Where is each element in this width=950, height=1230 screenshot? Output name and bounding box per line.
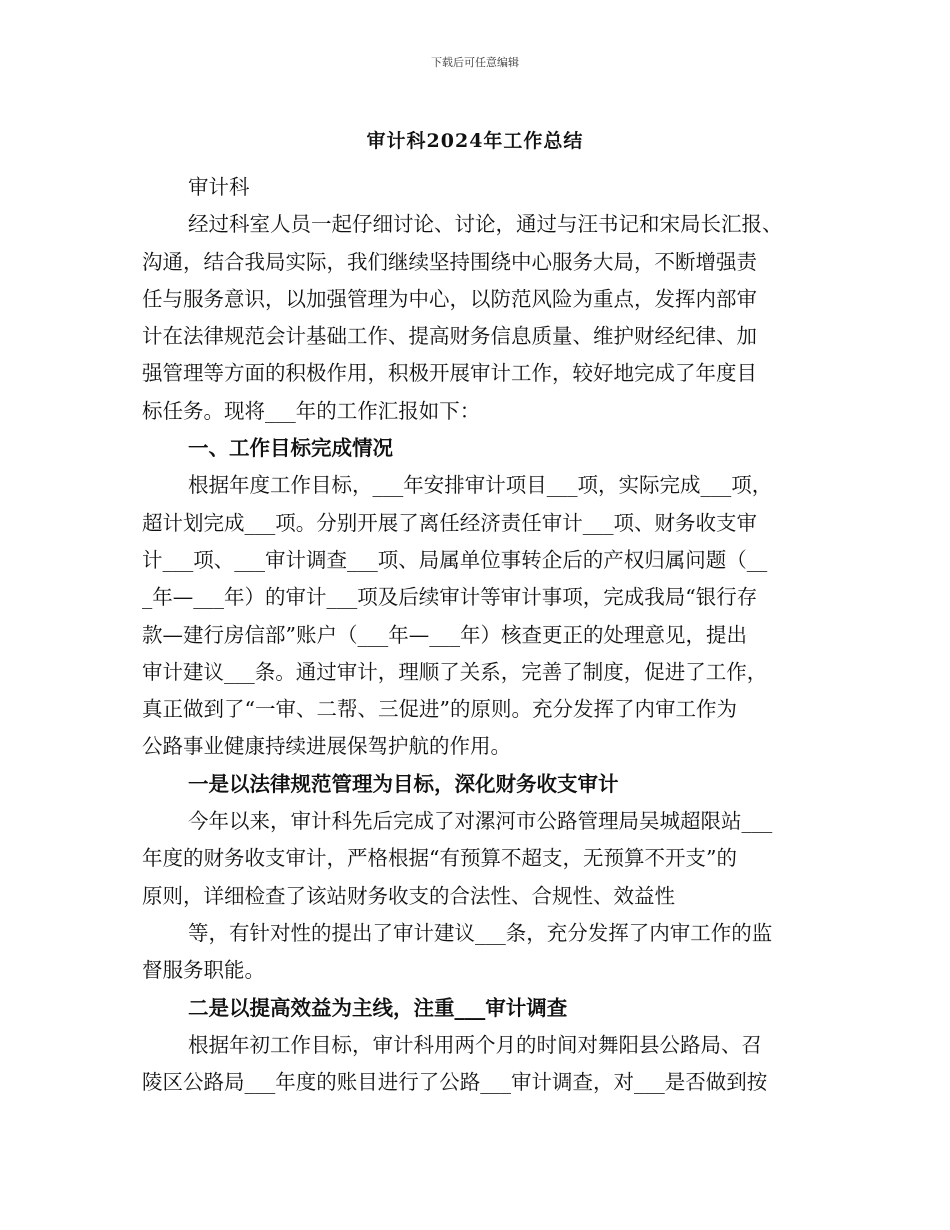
paragraph-line: 陵区公路局___年度的账目进行了公路___审计调查，对___是否做到按 <box>142 1070 768 1095</box>
paragraph-line: 审计科 <box>188 175 250 199</box>
paragraph-line: 超计划完成___项。分别开展了离任经济责任审计___项、财务收支审 <box>142 510 757 535</box>
document-title: 审计科2024年工作总结 <box>366 130 584 152</box>
document-body <box>142 172 818 1104</box>
paragraph-line: 真正做到了“一审、二帮、三促进”的原则。充分发挥了内审工作为 <box>142 697 737 722</box>
section-heading: 二是以提高效益为主线，注重___审计调查 <box>188 995 568 1020</box>
paragraph-line: 审计建议___条。通过审计，理顺了关系，完善了制度，促进了工作， <box>142 659 768 684</box>
paragraph-line: 标任务。现将___年的工作汇报如下： <box>142 398 481 423</box>
paragraph-line: 款—建行房信部”账户（___年—___年）核查更正的处理意见，提出 <box>142 622 747 647</box>
section-heading: 一、工作目标完成情况 <box>188 436 393 461</box>
paragraph-line: 根据年度工作目标，___年安排审计项目___项，实际完成___项， <box>188 473 773 498</box>
paragraph-line: 计___项、___审计调查___项、局属单位事转企后的产权归属问题（__ <box>142 547 768 572</box>
paragraph-line: 强管理等方面的积极作用，积极开展审计工作，较好地完成了年度目 <box>142 361 757 386</box>
paragraph-line: 经过科室人员一起仔细讨论、讨论，通过与汪书记和宋局长汇报、 <box>188 212 783 237</box>
paragraph-line: 根据年初工作目标，审计科用两个月的时间对舞阳县公路局、召 <box>188 1032 762 1057</box>
paragraph-line: _年—___年）的审计___项及后续审计等审计事项，完成我局“银行存 <box>142 585 758 610</box>
paragraph-line: 今年以来，审计科先后完成了对漯河市公路管理局吴城超限站___ <box>188 809 773 834</box>
paragraph-line: 公路事业健康持续进展保驾护航的作用。 <box>142 734 511 759</box>
paragraph-line: 督服务职能。 <box>142 958 265 983</box>
section-heading: 一是以法律规范管理为目标，深化财务收支审计 <box>188 771 619 796</box>
paragraph-line: 原则，详细检查了该站财务收支的合法性、合规性、效益性 <box>142 883 675 908</box>
paragraph-line: 年度的财务收支审计，严格根据“有预算不超支，无预算不开支”的 <box>142 846 737 871</box>
paragraph-line: 等，有针对性的提出了审计建议___条，充分发挥了内审工作的监 <box>188 920 773 945</box>
page-header: 下载后可任意编辑 <box>431 56 519 69</box>
paragraph-line: 计在法律规范会计基础工作、提高财务信息质量、维护财经纪律、加 <box>142 324 757 349</box>
paragraph-line: 沟通，结合我局实际，我们继续坚持围绕中心服务大局，不断增强责 <box>142 249 757 274</box>
paragraph-line: 任与服务意识，以加强管理为中心，以防范风险为重点，发挥内部审 <box>142 286 757 311</box>
